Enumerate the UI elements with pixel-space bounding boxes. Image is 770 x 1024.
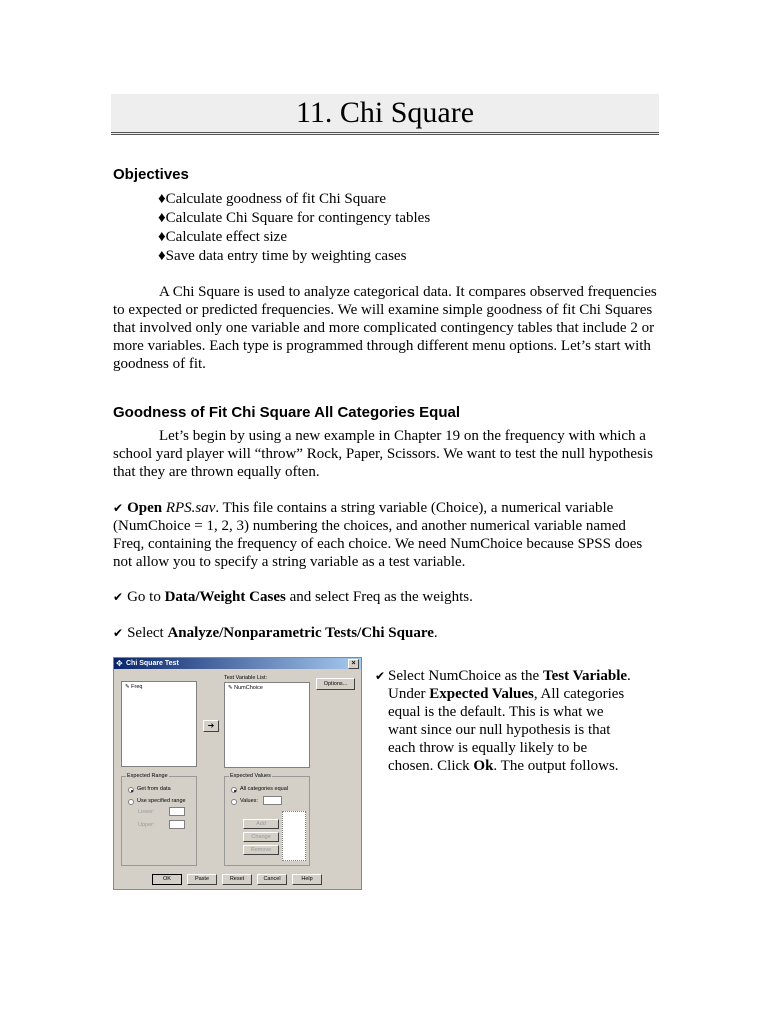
list-item[interactable]: ✎ Freq — [125, 684, 143, 690]
get-from-data-label: Get from data — [137, 786, 171, 792]
intro-paragraph: A Chi Square is used to analyze categorical data. It compares observed frequencies to expected or predicted frequencies. We will examine simple goodness of fit Chi Squares that involved only one variable and more complicated contingency tables that include 2 or more variables. Each type is programmed through different menu options. Let’s start with goodness of fit. — [113, 284, 657, 372]
get-from-data-radio[interactable] — [128, 787, 134, 793]
section-paragraph: Let’s begin by using a new example in Chapter 19 on the frequency with which a school yard player will “throw” Rock, Paper, Scissors. We want to test the null hypothesis that they are thrown equally often. — [113, 428, 653, 480]
options-button[interactable]: Options... — [316, 678, 355, 690]
lower-input[interactable] — [169, 807, 185, 816]
remove-button[interactable]: Remove — [243, 845, 279, 855]
expected-values-label: Expected Values — [230, 773, 271, 779]
step-analyze: ✔ Select Analyze/Nonparametric Tests/Chi Square. — [113, 625, 438, 641]
dialog-title: Chi Square Test — [126, 660, 179, 667]
app-icon: ✥ — [116, 659, 123, 668]
values-list[interactable] — [282, 811, 306, 861]
list-item: ♦Save data entry time by weighting cases — [158, 248, 407, 264]
pencil-icon: ✎ — [228, 685, 233, 691]
upper-label: Upper: — [138, 822, 155, 828]
ok-button[interactable]: OK — [152, 874, 182, 885]
move-arrow-button[interactable]: ➔ — [203, 720, 219, 732]
list-item: ♦Calculate Chi Square for contingency tables — [158, 210, 431, 226]
all-categories-equal-label: All categories equal — [240, 786, 289, 792]
objectives-list — [158, 190, 430, 266]
use-specified-range-label: Use specified range — [137, 798, 186, 804]
objectives-heading: Objectives — [113, 166, 189, 183]
use-specified-range-radio[interactable] — [128, 799, 134, 805]
values-radio[interactable] — [231, 799, 237, 805]
dialog-title-bar — [114, 658, 361, 669]
step-open: ✔ Open RPS.sav. This file contains a string variable (Choice), a numerical variable (NumChoice = 1, 2, 3) numbering the choices, and another numerical variable named Freq, containing the frequency of each choice. We need NumChoice because SPSS does not allow you to specify a string variable as a test variable. — [113, 500, 643, 570]
checkmark-icon: ✔ — [113, 590, 124, 604]
step-select: ✔ Select NumChoice as the Test Variable. Under Expected Values, All categories equal is the default. This is what we want since our null hypothesis is that each throw is equally likely to be chosen. Click Ok. The output follows. — [375, 668, 631, 774]
checkmark-icon: ✔ — [113, 501, 124, 515]
test-variable-label: Test Variable List: — [224, 675, 268, 681]
source-variable-list[interactable] — [121, 681, 197, 767]
section-heading: Goodness of Fit Chi Square All Categories Equal — [113, 404, 460, 421]
upper-input[interactable] — [169, 820, 185, 829]
add-button[interactable]: Add — [243, 819, 279, 829]
list-item: ♦Calculate goodness of fit Chi Square — [158, 191, 387, 207]
expected-range-group — [121, 773, 197, 866]
list-item[interactable]: ✎ NumChoice — [228, 685, 263, 691]
change-button[interactable]: Change — [243, 832, 279, 842]
expected-range-label: Expected Range — [127, 773, 168, 779]
checkmark-icon: ✔ — [375, 669, 386, 683]
test-variable-list[interactable] — [224, 682, 310, 768]
all-categories-equal-radio[interactable] — [231, 787, 237, 793]
reset-button[interactable]: Reset — [222, 874, 252, 885]
expected-values-group — [224, 773, 310, 866]
chapter-title: 11. Chi Square — [295, 96, 475, 129]
checkmark-icon: ✔ — [113, 626, 124, 640]
values-label: Values: — [240, 798, 258, 804]
cancel-button[interactable]: Cancel — [257, 874, 287, 885]
help-button[interactable]: Help — [292, 874, 322, 885]
values-input[interactable] — [263, 796, 282, 805]
list-item: ♦Calculate effect size — [158, 229, 287, 245]
paste-button[interactable]: Paste — [187, 874, 217, 885]
chi-square-dialog — [113, 657, 362, 890]
lower-label: Lower: — [138, 809, 155, 815]
close-icon[interactable]: × — [348, 659, 359, 669]
step-weight: ✔ Go to Data/Weight Cases and select Freq as the weights. — [113, 589, 473, 605]
pencil-icon: ✎ — [125, 684, 130, 690]
